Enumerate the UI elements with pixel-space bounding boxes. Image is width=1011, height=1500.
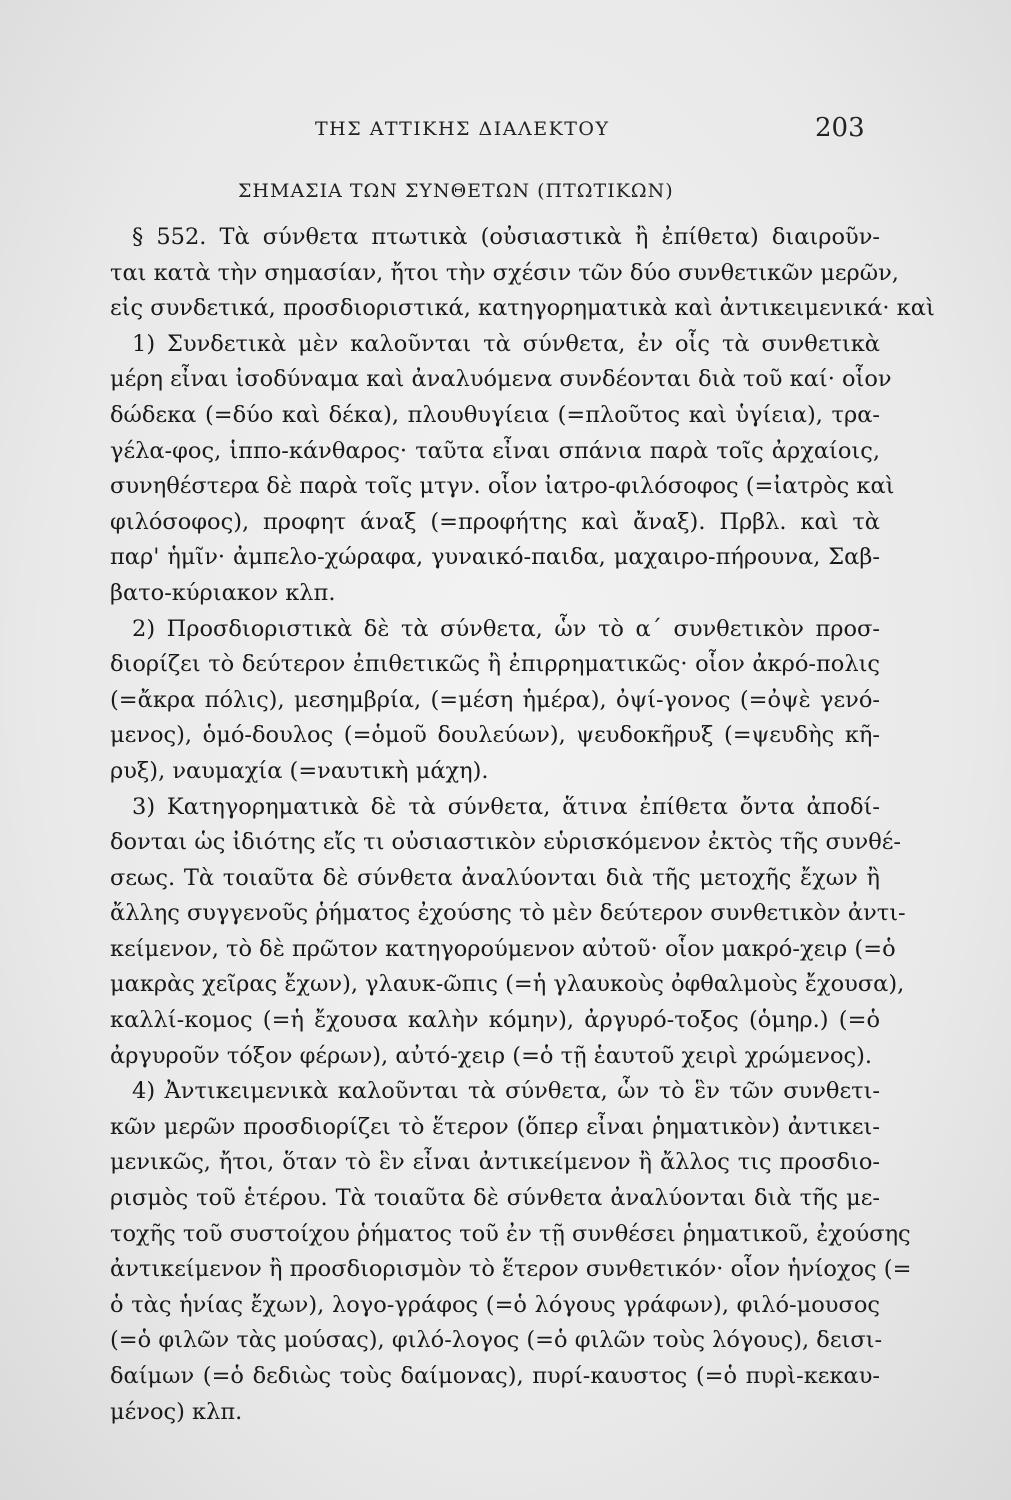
text-line: ἄλλης συγγενοῦς ῥήματος ἐχούσης τὸ μὲν δεύτερον συνθετικὸν ἀντι- bbox=[110, 900, 906, 927]
running-head: ΤΗΣ ΑΤΤΙΚΗΣ ΔΙΑΛΕΚΤΟΥ bbox=[315, 118, 610, 140]
text-line: δαίμων (=ὁ δεδιὼς τοὺς δαίμονας), πυρί-καυστος (=ὁ πυρὶ-κεκαυ- bbox=[110, 1363, 880, 1389]
text-line: μακρὰς χεῖρας ἔχων), γλαυκ-ῶπις (=ἡ γλαυκοὺς ὀφθαλμοὺς ἔχουσα), bbox=[110, 971, 905, 998]
text-line: συνηθέστερα δὲ παρὰ τοῖς μτγν. οἷον ἰατρο-φιλόσοφος (=ἰατρὸς καὶ bbox=[110, 473, 895, 500]
text-line: παρ' ἡμῖν· ἀμπελο-χώραφα, γυναικό-παιδα, μαχαιρο-πήρουνα, Σαβ- bbox=[110, 544, 880, 571]
text-line: εἰς συνδετικά, προσδιοριστικά, κατηγορηματικὰ καὶ ἀντικειμενικά· καὶ bbox=[110, 295, 935, 322]
text-line: φιλόσοφος), προφητ άναξ (=προφήτης καὶ ἄναξ). Πρβλ. καὶ τὰ bbox=[110, 508, 880, 535]
text-line: (=ὁ φιλῶν τὰς μούσας), φιλό-λογος (=ὁ φιλῶν τοὺς λόγους), δεισι- bbox=[110, 1327, 883, 1354]
text-line: ρυξ), ναυμαχία (=ναυτικὴ μάχη). bbox=[110, 757, 489, 784]
text-line: μενικῶς, ἤτοι, ὅταν τὸ ἓν εἶναι ἀντικείμενον ἢ ἄλλος τις προσδιο- bbox=[110, 1149, 880, 1176]
text-line: ὁ τὰς ἡνίας ἔχων), λογο-γράφος (=ὁ λόγους γράφων), φιλό-μουσος bbox=[110, 1291, 880, 1318]
text-line: δονται ὡς ἰδιότης εἴς τι οὐσιαστικὸν εὑρισκόμενον ἐκτὸς τῆς συνθέ- bbox=[110, 829, 901, 856]
section-title: ΣΗΜΑΣΙΑ ΤΩΝ ΣΥΝΘΕΤΩΝ (ΠΤΩΤΙΚΩΝ) bbox=[238, 180, 674, 202]
text-line: (=ἄκρα πόλις), μεσημβρία, (=μέση ἡμέρα), ὀψί-γονος (=ὀψὲ γενό- bbox=[110, 686, 880, 713]
text-line: καλλί-κομος (=ἡ ἔχουσα καλὴν κόμην), ἀργυρό-τοξος (ὁμηρ.) (=ὁ bbox=[110, 1007, 880, 1034]
text-line: βατο-κύριακον κλπ. bbox=[110, 579, 336, 606]
text-line: κείμενον, τὸ δὲ πρῶτον κατηγορούμενον αὐτοῦ· οἷον μακρό-χειρ (=ὁ bbox=[110, 935, 896, 962]
text-line: 3) Κατηγορηματικὰ δὲ τὰ σύνθετα, ἅτινα ἐπίθετα ὄντα ἀποδί- bbox=[132, 793, 880, 820]
text-line: δώδεκα (=δύο καὶ δέκα), πλουθυγίεια (=πλοῦτος καὶ ὑγίεια), τρα- bbox=[110, 401, 880, 428]
text-line: σεως. Τὰ τοιαῦτα δὲ σύνθετα ἀναλύονται διὰ τῆς μετοχῆς ἔχων ἢ bbox=[110, 864, 880, 891]
page-number: 203 bbox=[815, 113, 865, 143]
text-line: μένος) κλπ. bbox=[110, 1398, 243, 1425]
text-line: 1) Συνδετικὰ μὲν καλοῦνται τὰ σύνθετα, ἐν οἷς τὰ συνθετικὰ bbox=[132, 330, 880, 357]
text-line: ἀργυροῦν τόξον φέρων), αὐτό-χειρ (=ὁ τῇ ἑαυτοῦ χειρὶ χρώμενος). bbox=[110, 1042, 873, 1069]
text-line: τοχῆς τοῦ συστοίχου ῥήματος τοῦ ἐν τῇ συνθέσει ῥηματικοῦ, ἐχούσης bbox=[110, 1220, 911, 1247]
body-text bbox=[110, 220, 935, 1430]
text-line: ἀντικείμενον ἢ προσδιορισμὸν τὸ ἕτερον συνθετικόν· οἷον ἡνίοχος (= bbox=[110, 1256, 912, 1283]
text-line: ται κατὰ τὴν σημασίαν, ἤτοι τὴν σχέσιν τῶν δύο συνθετικῶν μερῶν, bbox=[110, 259, 899, 286]
text-line: ρισμὸς τοῦ ἑτέρου. Τὰ τοιαῦτα δὲ σύνθετα ἀναλύονται διὰ τῆς με- bbox=[110, 1185, 880, 1212]
text-line: διορίζει τὸ δεύτερον ἐπιθετικῶς ἢ ἐπιρρηματικῶς· οἷον ἀκρό-πολις bbox=[110, 651, 880, 678]
text-line: μενος), ὁμό-δουλος (=ὁμοῦ δουλεύων), ψευδοκῆρυξ (=ψευδὴς κῆ- bbox=[110, 722, 880, 749]
text-line: § 552. Τὰ σύνθετα πτωτικὰ (οὐσιαστικὰ ἢ ἐπίθετα) διαιροῦν- bbox=[132, 224, 880, 250]
text-line: μέρη εἶναι ἰσοδύναμα καὶ ἀναλυόμενα συνδέονται διὰ τοῦ καί· οἷον bbox=[110, 366, 892, 393]
text-line: κῶν μερῶν προσδιορίζει τὸ ἕτερον (ὅπερ εἶναι ῥηματικὸν) ἀντικει- bbox=[110, 1113, 880, 1140]
text-line: 4) Ἀντικειμενικὰ καλοῦνται τὰ σύνθετα, ὧν τὸ ἓν τῶν συνθετι- bbox=[132, 1078, 880, 1105]
text-line: γέλα-φος, ἱππο-κάνθαρος· ταῦτα εἶναι σπάνια παρὰ τοῖς ἀρχαίοις, bbox=[110, 437, 880, 464]
text-line: 2) Προσδιοριστικὰ δὲ τὰ σύνθετα, ὧν τὸ α´ συνθετικὸν προσ- bbox=[132, 615, 880, 642]
